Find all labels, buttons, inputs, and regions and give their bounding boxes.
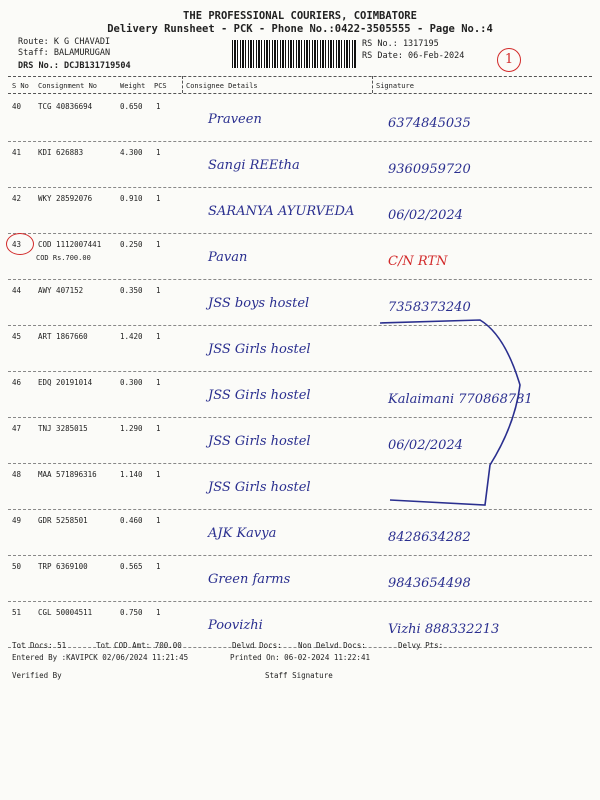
verified-by: Verified By [12, 671, 62, 680]
row-consignment-no: KDI 626883 [38, 148, 84, 157]
col-sno: S No [12, 82, 29, 90]
staff-label: Staff: BALAMURUGAN [18, 48, 111, 58]
runsheet-subtitle: Delivery Runsheet - PCK - Phone No.:0422-3505555 - Page No.:4 [107, 23, 493, 35]
col-consignee: Consignee Details [186, 82, 258, 90]
row-consignee-handwriting: JSS Girls hostel [208, 388, 311, 403]
header-divider-2 [372, 76, 373, 93]
row-pcs: 1 [156, 102, 161, 111]
row-consignee-handwriting: Poovizhi [208, 618, 263, 633]
row-signature-handwriting: Vizhi 888332213 [388, 622, 500, 637]
company-name: THE PROFESSIONAL COURIERS, COIMBATORE [183, 10, 417, 22]
delivery-points: Delvy Pts: [398, 641, 444, 650]
row-pcs: 1 [156, 286, 161, 295]
table-row [8, 142, 592, 193]
row-consignee-handwriting: SARANYA AYURVEDA [208, 204, 355, 219]
total-docs: Tot Docs: 51 [12, 641, 67, 650]
row-sno: 41 [12, 148, 22, 157]
red-circle-annotation [6, 233, 34, 255]
delivered-docs: Delvd Docs: [232, 641, 282, 650]
row-weight: 1.420 [120, 332, 143, 341]
header-divider-1 [182, 76, 183, 93]
row-sno: 48 [12, 470, 22, 479]
rs-number: RS No.: 1317195 [362, 39, 439, 49]
row-consignment-no: CGL 50004511 [38, 608, 93, 617]
row-consignment-no: TCG 40836694 [38, 102, 93, 111]
row-sno: 42 [12, 194, 22, 203]
row-consignee-handwriting: JSS Girls hostel [208, 434, 311, 449]
row-consignee-handwriting: JSS Girls hostel [208, 480, 311, 495]
drs-number: DRS No.: DCJB131719504 [18, 61, 131, 71]
row-sno: 44 [12, 286, 22, 295]
row-weight: 0.650 [120, 102, 143, 111]
row-sno: 47 [12, 424, 22, 433]
row-pcs: 1 [156, 608, 161, 617]
row-consignment-no: ART 1867660 [38, 332, 88, 341]
row-weight: 0.910 [120, 194, 143, 203]
row-pcs: 1 [156, 378, 161, 387]
row-consignment-no: TRP 6369100 [38, 562, 88, 571]
row-pcs: 1 [156, 470, 161, 479]
row-consignee-handwriting: Pavan [208, 250, 248, 265]
table-row [8, 188, 592, 239]
row-sno: 49 [12, 516, 22, 525]
barcode [232, 40, 356, 68]
col-consignment: Consignment No [38, 82, 98, 90]
row-weight: 1.140 [120, 470, 143, 479]
row-pcs: 1 [156, 148, 161, 157]
rs-date: RS Date: 06-Feb-2024 [362, 51, 465, 61]
printed-on: Printed On: 06-02-2024 11:22:41 [230, 653, 370, 662]
row-weight: 0.250 [120, 240, 143, 249]
row-signature-handwriting: Kalaimani 770868781 [388, 392, 533, 407]
row-consignment-no: TNJ 3285015 [38, 424, 88, 433]
col-signature: Signature [376, 82, 414, 90]
row-weight: 0.565 [120, 562, 143, 571]
row-pcs: 1 [156, 240, 161, 249]
col-weight: Weight [120, 82, 146, 90]
row-signature-handwriting: C/N RTN [388, 254, 448, 269]
row-consignment-no: COD 1112007441 [38, 240, 102, 249]
row-signature-handwriting: 06/02/2024 [388, 208, 463, 223]
table-row [8, 510, 592, 561]
table-row [8, 234, 592, 285]
row-consignment-no: GDR 5258501 [38, 516, 88, 525]
row-consignee-handwriting: Sangi REEtha [208, 158, 300, 173]
row-consignment-no: EDQ 20191014 [38, 378, 93, 387]
row-pcs: 1 [156, 332, 161, 341]
table-row [8, 556, 592, 607]
row-sno: 50 [12, 562, 22, 571]
row-cod-amount: COD Rs.700.00 [36, 254, 91, 262]
row-sno: 51 [12, 608, 22, 617]
row-consignee-handwriting: Praveen [208, 112, 262, 127]
row-signature-handwriting: 06/02/2024 [388, 438, 463, 453]
row-weight: 0.350 [120, 286, 143, 295]
row-consignee-handwriting: JSS Girls hostel [208, 342, 311, 357]
row-sno: 46 [12, 378, 22, 387]
row-signature-handwriting: 7358373240 [388, 300, 471, 315]
bracket-annotation [370, 315, 530, 510]
row-signature-handwriting: 9360959720 [388, 162, 471, 177]
row-weight: 4.300 [120, 148, 143, 157]
row-pcs: 1 [156, 424, 161, 433]
row-pcs: 1 [156, 562, 161, 571]
row-consignee-handwriting: AJK Kavya [208, 526, 277, 541]
row-weight: 0.750 [120, 608, 143, 617]
row-weight: 0.460 [120, 516, 143, 525]
entered-by: Entered By :KAVIPCK 02/06/2024 11:21:45 [12, 653, 189, 662]
col-pcs: PCS [154, 82, 167, 90]
row-signature-handwriting: 6374845035 [388, 116, 471, 131]
row-consignment-no: MAA 571896316 [38, 470, 97, 479]
circled-page-mark: 1 [497, 48, 521, 72]
total-cod-amount: Tot COD Amt: 700.00 [96, 641, 182, 650]
header-rule-top [8, 76, 592, 77]
non-delivered-docs: Non Delvd Docs: [298, 641, 366, 650]
row-consignee-handwriting: JSS boys hostel [208, 296, 310, 311]
row-weight: 1.290 [120, 424, 143, 433]
table-row [8, 96, 592, 147]
row-signature-handwriting: 8428634282 [388, 530, 471, 545]
row-consignment-no: WKY 28592076 [38, 194, 93, 203]
row-consignment-no: AWY 407152 [38, 286, 84, 295]
row-pcs: 1 [156, 194, 161, 203]
row-signature-handwriting: 9843654498 [388, 576, 471, 591]
row-sno: 40 [12, 102, 22, 111]
row-consignee-handwriting: Green farms [208, 572, 291, 587]
header-rule-bottom [8, 93, 592, 94]
row-pcs: 1 [156, 516, 161, 525]
route-label: Route: K G CHAVADI [18, 37, 111, 47]
row-weight: 0.300 [120, 378, 143, 387]
staff-signature: Staff Signature [265, 671, 333, 680]
row-sno: 45 [12, 332, 22, 341]
row-sno: 43 [12, 240, 22, 249]
